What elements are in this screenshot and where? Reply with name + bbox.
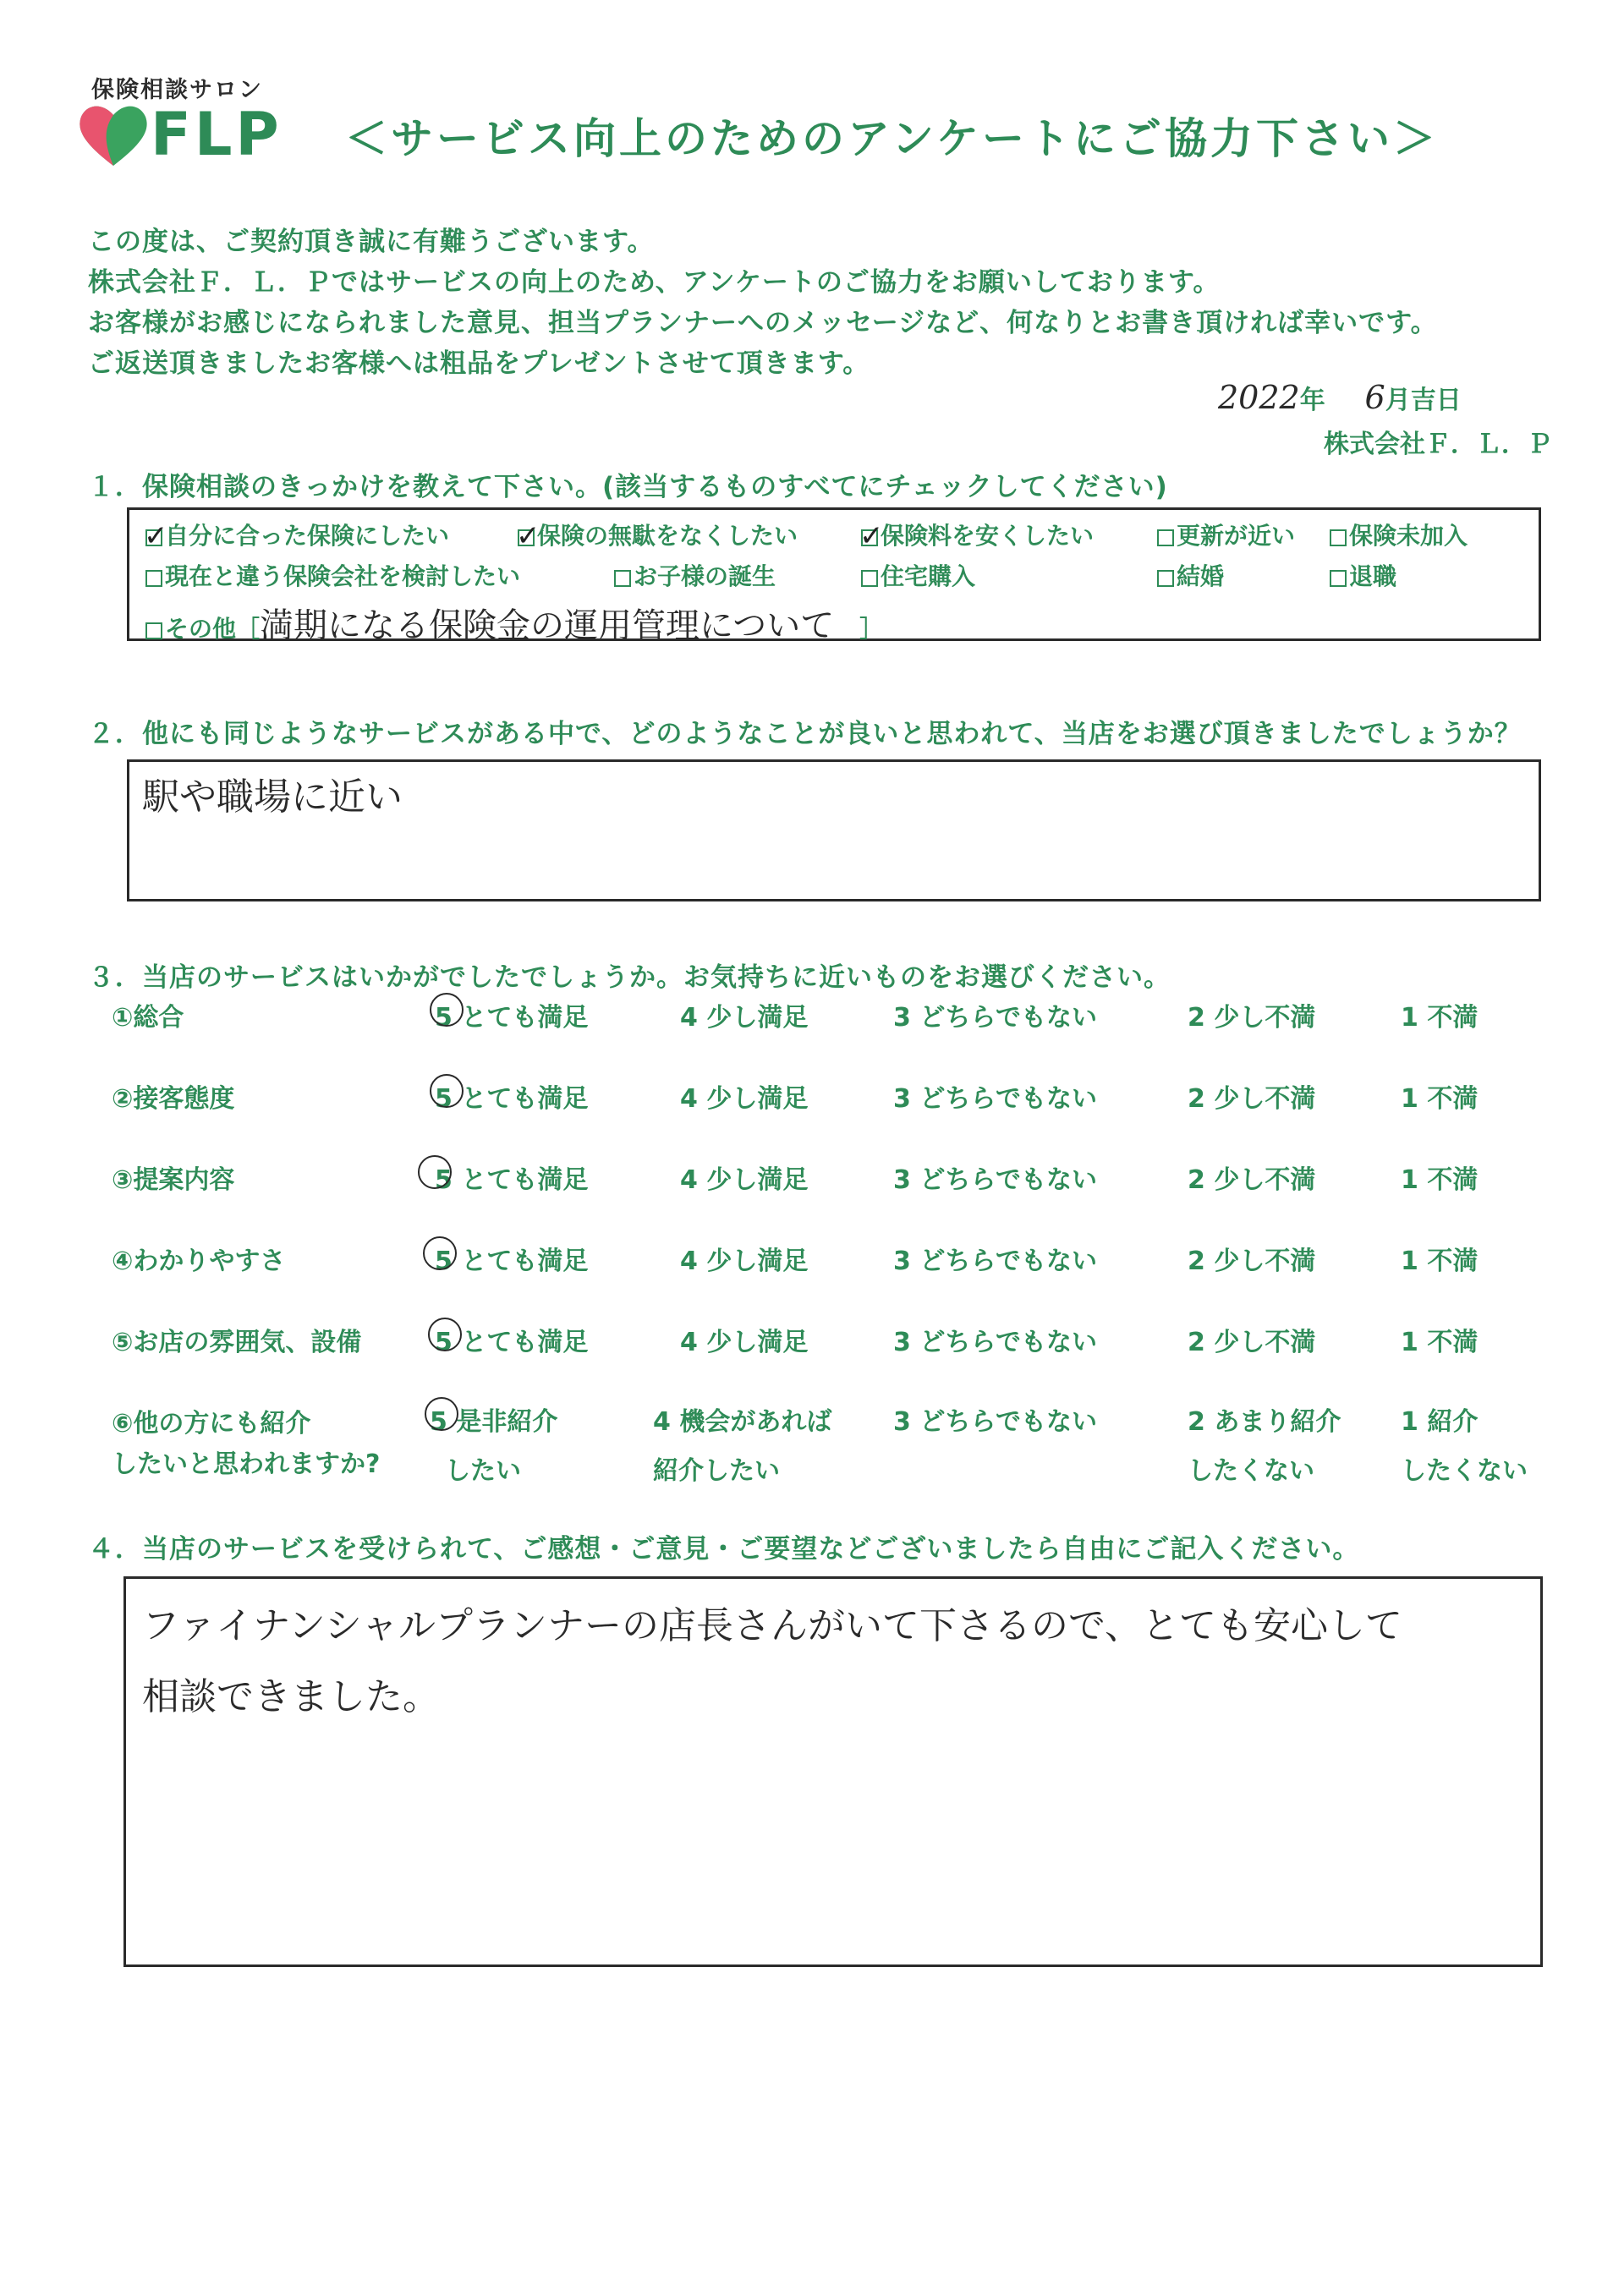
q4-answer-line: ファイナンシャルプランナーの店長さんがいて下さるので、とても安心して xyxy=(142,1604,1403,1647)
rating-option[interactable]: 2 少し不満 xyxy=(1188,1328,1316,1357)
intro-line: ご返送頂きましたお客様へは粗品をプレゼントさせて頂きます。 xyxy=(88,348,870,379)
rating-option[interactable]: 4 少し満足 xyxy=(680,1247,809,1276)
rating-option[interactable]: 4 少し満足 xyxy=(680,1084,809,1114)
rating-option[interactable]: 2 少し不満 xyxy=(1188,1084,1316,1114)
q1-other-label: その他［ xyxy=(165,615,261,643)
intro-line: お客様がお感じになられました意見、担当プランナーへのメッセージなど、何なりとお書き頂ければ幸いです。 xyxy=(88,308,1438,338)
referral-option[interactable]: 5 是非紹介 したい xyxy=(430,1407,558,1486)
rating-option[interactable]: 5 とても満足 xyxy=(435,1328,589,1357)
rating-row-label: ④わかりやすさ xyxy=(112,1247,286,1276)
date-year: 2022 xyxy=(1218,379,1300,416)
q1-option[interactable]: 住宅購入 xyxy=(861,558,975,592)
referral-option[interactable]: 2 あまり紹介 したくない xyxy=(1188,1407,1341,1486)
rating-row-label: ③提案内容 xyxy=(112,1165,235,1195)
rating-option[interactable]: 2 少し不満 xyxy=(1188,1247,1316,1276)
checkbox-icon[interactable] xyxy=(1157,529,1174,546)
rating-option[interactable]: 5 とても満足 xyxy=(435,1247,589,1276)
company-name: 株式会社Ｆ．Ｌ．Ｐ xyxy=(1324,430,1552,459)
q1-other-row[interactable] xyxy=(145,599,883,647)
rating-option[interactable]: 1 不満 xyxy=(1401,1003,1479,1033)
q1-option[interactable]: 現在と違う保険会社を検討したい xyxy=(145,558,520,592)
rating-row-label: ①総合 xyxy=(112,1003,184,1033)
selection-circle xyxy=(428,1318,462,1351)
q4-title: ４．当店のサービスを受けられて、ご感想・ご意見・ご要望などございましたら自由にご記入ください。 xyxy=(88,1534,1360,1564)
rating-option[interactable]: 3 どちらでもない xyxy=(893,1003,1098,1033)
checkbox-checked-icon[interactable]: ✓ xyxy=(144,519,168,553)
q1-option[interactable]: ✓ 保険料を安くしたい xyxy=(859,519,1095,553)
checkbox-icon[interactable] xyxy=(861,570,878,587)
q1-title: １．保険相談のきっかけを教えて下さい。(該当するものすべてにチェックしてください) xyxy=(88,472,1168,502)
checkbox-icon[interactable] xyxy=(145,570,162,587)
q4-answer-line: 相談できました。 xyxy=(142,1675,440,1718)
rating-option[interactable]: 3 どちらでもない xyxy=(893,1084,1098,1114)
checkbox-checked-icon[interactable]: ✓ xyxy=(859,519,884,553)
q2-title: ２．他にも同じようなサービスがある中で、どのようなことが良いと思われて、当店をお選び頂きましたでしょうか？ xyxy=(88,719,1522,749)
q1-option[interactable]: ✓ 保険の無駄をなくしたい xyxy=(516,519,798,553)
rating-row-label: ⑤お店の雰囲気、設備 xyxy=(112,1328,362,1357)
date-year-suffix: 年 xyxy=(1299,386,1325,415)
referral-label-line1: ⑥他の方にも紹介 xyxy=(112,1409,311,1438)
q1-other-answer[interactable]: 満期になる保険金の運用管理について xyxy=(260,606,835,645)
q3-title: ３．当店のサービスはいかがでしたでしょうか。お気持ちに近いものをお選びください。 xyxy=(88,962,1171,993)
rating-option[interactable]: 1 不満 xyxy=(1401,1084,1479,1114)
referral-option[interactable]: 1 紹介 したくない xyxy=(1401,1407,1528,1486)
checkbox-icon[interactable] xyxy=(1330,570,1347,587)
date-line xyxy=(1218,379,1462,416)
rating-option[interactable]: 3 どちらでもない xyxy=(893,1328,1098,1357)
date-month-suffix: 月吉日 xyxy=(1385,386,1462,415)
selection-circle xyxy=(423,1236,457,1270)
page-title: ＜サービス向上のためのアンケートにご協力下さい＞ xyxy=(345,114,1439,163)
rating-option[interactable]: 1 不満 xyxy=(1401,1328,1479,1357)
q1-option[interactable]: 退職 xyxy=(1330,558,1396,592)
referral-option[interactable]: 4 機会があれば 紹介したい xyxy=(653,1407,832,1486)
selection-circle xyxy=(418,1155,452,1189)
selection-circle xyxy=(430,1074,464,1108)
q1-option[interactable]: 保険未加入 xyxy=(1330,518,1468,551)
date-month: 6 xyxy=(1364,379,1385,416)
intro-line: 株式会社Ｆ．Ｌ．Ｐではサービスの向上のため、アンケートのご協力をお願いしております。 xyxy=(88,267,1221,298)
checkbox-checked-icon[interactable]: ✓ xyxy=(516,519,540,553)
rating-option[interactable]: 4 少し満足 xyxy=(680,1328,809,1357)
selection-circle xyxy=(425,1397,458,1431)
intro-line: この度は、ご契約頂き誠に有難うございます。 xyxy=(88,227,655,257)
checkbox-icon[interactable] xyxy=(145,622,162,639)
q2-answer: 駅や職場に近い xyxy=(142,775,403,819)
rating-option[interactable]: 5 とても満足 xyxy=(435,1165,589,1195)
checkbox-icon[interactable] xyxy=(1330,529,1347,546)
q1-option[interactable]: お子様の誕生 xyxy=(614,558,776,592)
brand-logo-text: FLP xyxy=(151,100,283,169)
rating-option[interactable]: 4 少し満足 xyxy=(680,1165,809,1195)
rating-option[interactable]: 2 少し不満 xyxy=(1188,1165,1316,1195)
referral-label-line2: したいと思われますか? xyxy=(112,1449,381,1479)
referral-option[interactable]: 3 どちらでもない xyxy=(893,1407,1098,1437)
q1-option[interactable]: 結婚 xyxy=(1157,558,1224,592)
rating-option[interactable]: 1 不満 xyxy=(1401,1247,1479,1276)
rating-option[interactable]: 1 不満 xyxy=(1401,1165,1479,1195)
brand-subtitle: 保険相談サロン xyxy=(91,77,263,103)
checkbox-icon[interactable] xyxy=(614,570,631,587)
q1-option[interactable]: 更新が近い xyxy=(1157,518,1295,551)
q1-option[interactable]: ✓ 自分に合った保険にしたい xyxy=(144,519,450,553)
checkbox-icon[interactable] xyxy=(1157,570,1174,587)
rating-option[interactable]: 4 少し満足 xyxy=(680,1003,809,1033)
selection-circle xyxy=(430,993,464,1027)
rating-row-label: ②接客態度 xyxy=(112,1084,235,1114)
q1-other-close: ］ xyxy=(859,615,884,643)
rating-option[interactable]: 3 どちらでもない xyxy=(893,1165,1098,1195)
rating-option[interactable]: 5 とても満足 xyxy=(435,1084,589,1114)
rating-option[interactable]: 2 少し不満 xyxy=(1188,1003,1316,1033)
rating-option[interactable]: 3 どちらでもない xyxy=(893,1247,1098,1276)
heart-logo-icon xyxy=(76,100,151,167)
rating-option[interactable]: 5 とても満足 xyxy=(435,1003,589,1033)
